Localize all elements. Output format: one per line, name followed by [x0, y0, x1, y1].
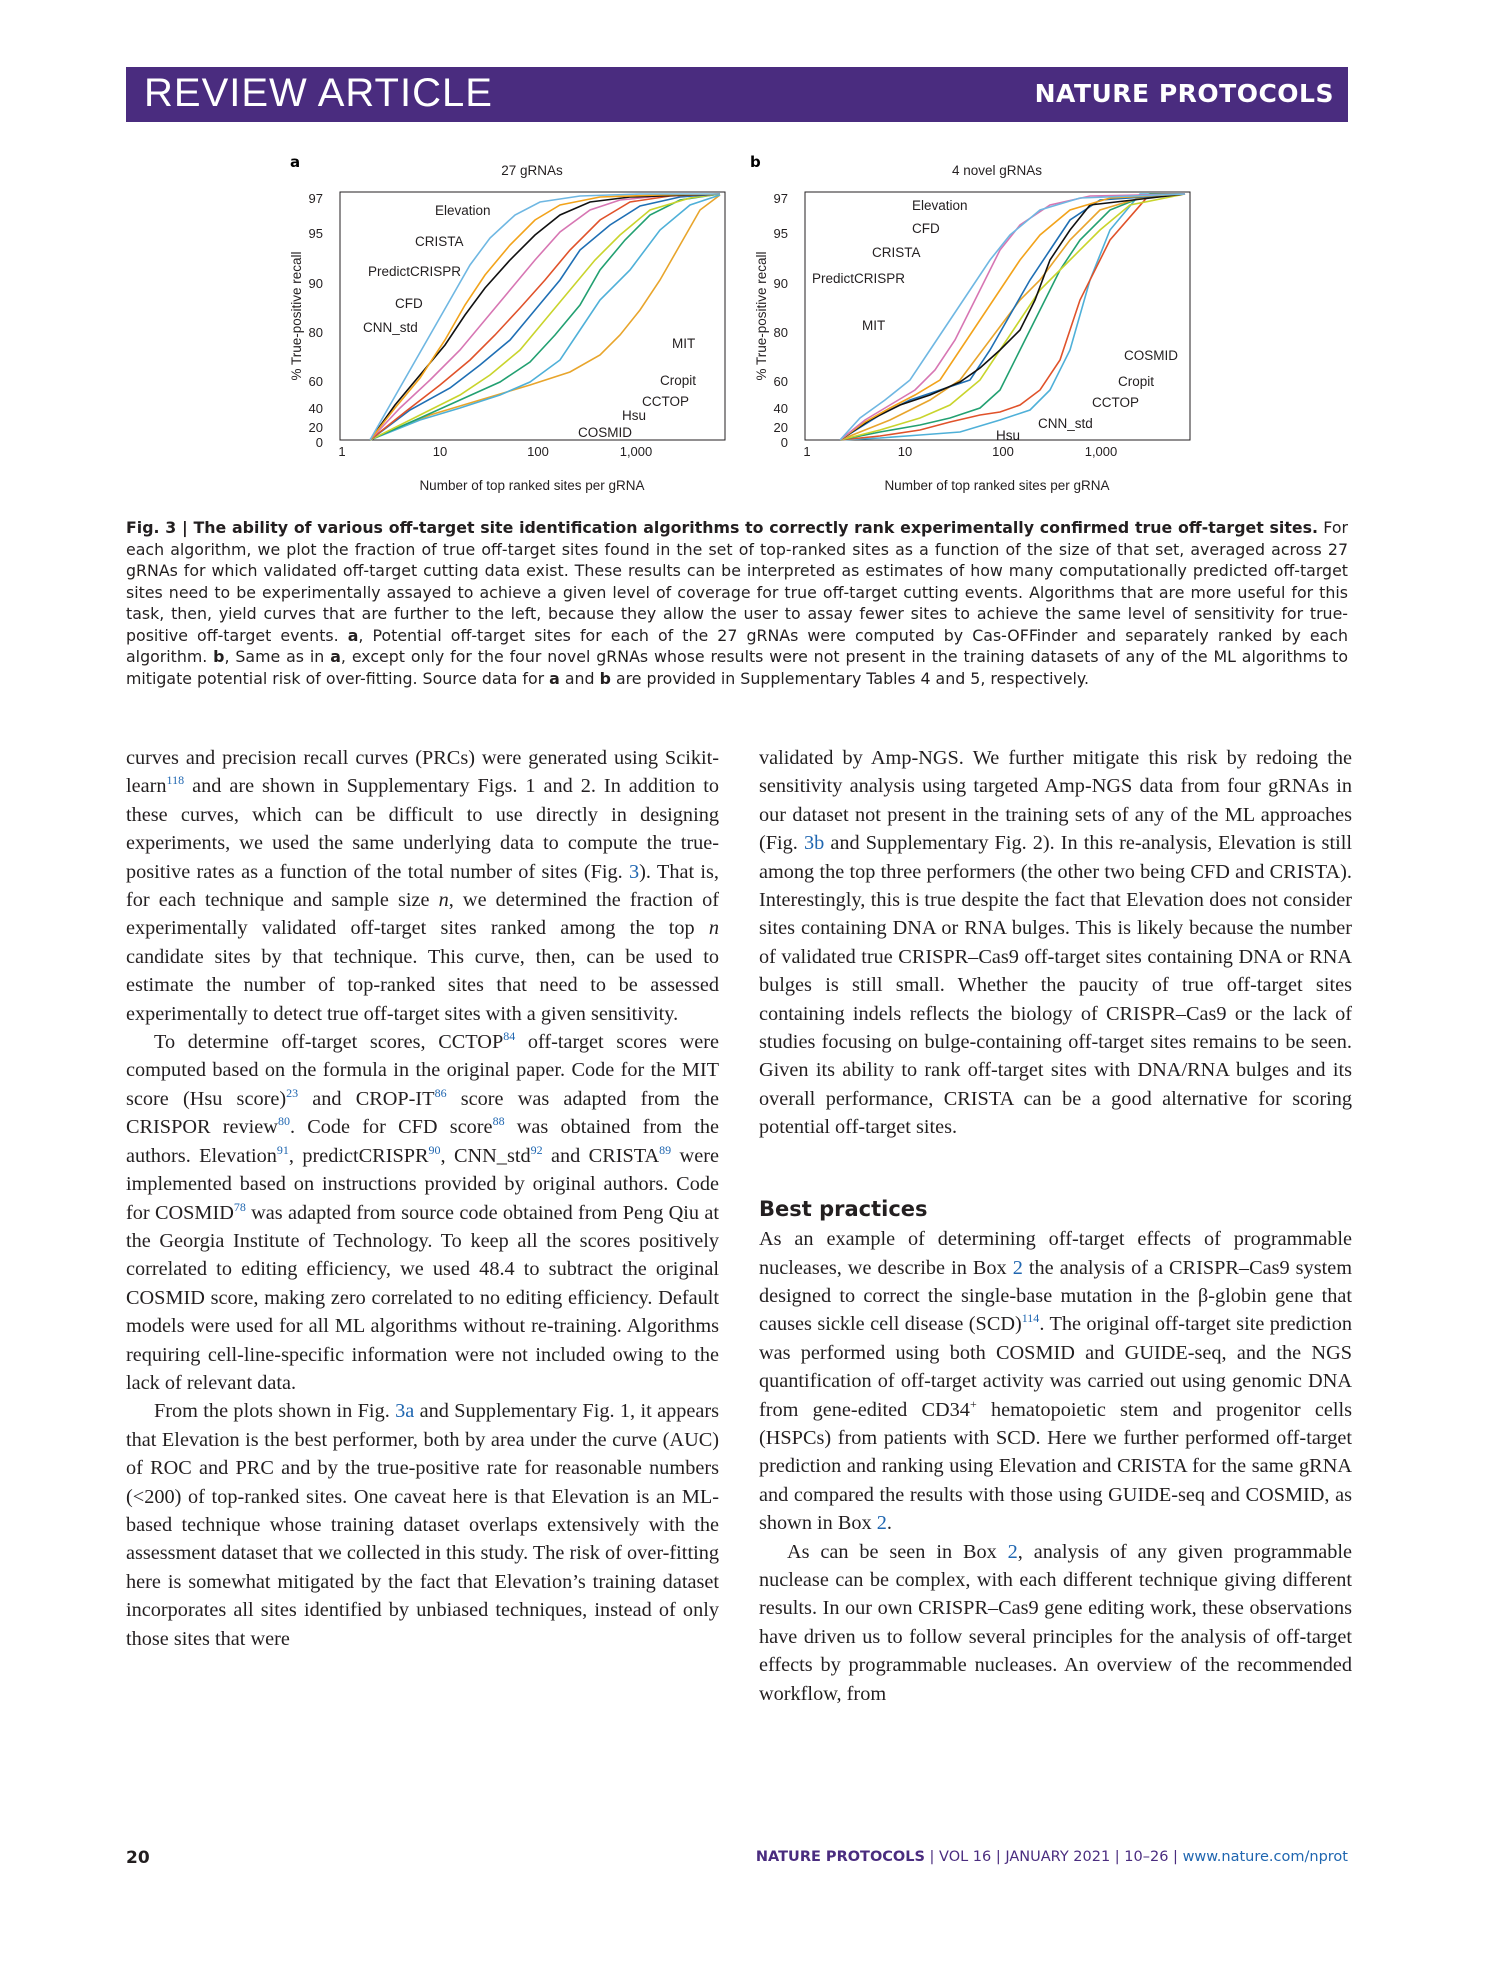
panel-a-ytick-95: 95: [308, 226, 323, 241]
box-link[interactable]: 2: [1007, 1540, 1018, 1563]
caption-text2: , Potential off-target sites for each of the 27 gRNAs were computed by Cas-OFFinder and separately ranked by each algorithm.: [126, 625, 1348, 666]
panel-a-xtick-10: 10: [432, 444, 448, 459]
panel-b-letter: b: [750, 153, 761, 171]
panel-a-ytick-20: 20: [308, 420, 323, 435]
label-elevation-a: Elevation: [435, 203, 491, 218]
footer-citation: [756, 1849, 1348, 1865]
citation-link[interactable]: 84: [503, 1029, 516, 1044]
label-hsu-a: Hsu: [622, 408, 647, 423]
figure-caption: [126, 517, 1348, 689]
caption-b2: b: [599, 668, 611, 688]
caption-a: a: [347, 625, 359, 645]
caption-text6: are provided in Supplementary Tables 4 and 5, respectively.: [610, 668, 1090, 688]
panel-b-xtick-1000: 1,000: [1084, 444, 1118, 459]
label-hsu-b: Hsu: [996, 428, 1021, 443]
caption-text5: and: [559, 668, 600, 688]
caption-a2: a: [330, 647, 341, 666]
box-link[interactable]: 2: [876, 1512, 887, 1535]
panel-b-ytick-40: 40: [773, 401, 788, 416]
panel-a-xtick-1000: 1,000: [619, 444, 653, 459]
label-crista-b: CRISTA: [872, 245, 921, 260]
footer-journal: NATURE PROTOCOLS: [755, 1849, 925, 1865]
panel-b-ytick-97: 97: [773, 191, 788, 206]
panel-a-ytick-97: 97: [308, 191, 323, 206]
panel-b-ytick-20: 20: [773, 420, 788, 435]
panel-a-ytick-40: 40: [308, 401, 323, 416]
caption-text4: , except only for the four novel gRNAs whose results were not present in the training datasets of any of the ML algorithms to mitigate potential risk of over-fitting. Source data for: [126, 647, 1349, 688]
citation-link[interactable]: 88: [492, 1114, 505, 1129]
citation-link[interactable]: 90: [428, 1142, 441, 1157]
label-cosmid-b: COSMID: [1124, 348, 1178, 363]
caption-text3: , Same as in: [224, 647, 331, 666]
panel-a-xlabel: Number of top ranked sites per gRNA: [419, 478, 645, 493]
box-link[interactable]: 2: [1012, 1256, 1023, 1279]
panel-b-xtick-100: 100: [992, 444, 1014, 459]
superscript: +: [969, 1396, 977, 1411]
label-cfd-a: CFD: [395, 296, 423, 311]
article-header: [126, 67, 1348, 122]
panel-a-xtick-1: 1: [338, 444, 346, 459]
page-number: 20: [126, 1848, 150, 1868]
left-paragraph-2: To determine off-target scores, CCTOP$^{84}$ off-target scores were computed based on the formula in the original paper. Code for the MIT score (Hsu score)$^{23}$ and CROP-IT$^{86}$ score was adapted from the CRISPOR review$^{80}$. Code for CFD score$^{88}$ was obtained from the authors. Elevation$^{91}$, predictCRISPR$^{90}$, CNN_std$^{92}$ and CRISTA$^{89}$ were implemented based on instructions provided by original authors. Code for COSMID$^{78}$ was adapted from source code obtained from Peng Qiu at the Georgia Institute of Technology. To keep all the scores positively correlated to editing efficiency, we used 48.4 to subtract the original COSMID score, making zero correlated to no editing efficiency. Default models were used for all ML algorithms without re-training. Algorithms requiring cell-line-specific information were not included owing to the lack of relevant data.: [126, 1029, 719, 1394]
left-column: [126, 744, 719, 1653]
right-paragraph-3: As can be seen in Box 2, analysis of any given programmable nuclease can be complex, with each different technique giving different results. In our own CRISPR–Cas9 gene editing work, these observations have driven us to follow several principles for the analysis of off-target effects by programmable nucleases. An overview of the recommended workflow, from: [759, 1540, 1352, 1705]
caption-a3: a: [549, 668, 560, 688]
panel-b-xtick-1: 1: [803, 444, 811, 459]
panel-b-ytick-90: 90: [773, 276, 788, 291]
citation-link[interactable]: 92: [530, 1142, 543, 1157]
right-paragraph-1: validated by Amp-NGS. We further mitigate this risk by redoing the sensitivity analysis using targeted Amp-NGS data from four gRNAs in our dataset not present in the training sets of any of the ML approaches (Fig. 3b and Supplementary Fig. 2). In this re-analysis, Elevation is still among the top three performers (the other two being CFD and CRISTA). Interestingly, this is true despite the fact that Elevation does not consider sites containing DNA or RNA bulges. This is likely because the number of validated true CRISPR–Cas9 off-target sites containing DNA or RNA bulges is still small. Whether the paucity of true off-target sites containing indels reflects the biology of CRISPR–Cas9 or the lack of studies focusing on bulge-containing off-target sites remains to be seen. Given its ability to rank off-target sites with DNA/RNA bulges and its overall performance, CRISTA can be a good alternative for scoring potential off-target sites.: [759, 747, 1352, 1139]
figure-link[interactable]: 3b: [803, 832, 825, 855]
citation-link[interactable]: 78: [233, 1199, 246, 1214]
section-label: REVIEW ARTICLE: [144, 71, 493, 115]
citation-link[interactable]: 80: [277, 1114, 290, 1129]
citation-link[interactable]: 86: [434, 1086, 447, 1101]
figure-3: [280, 150, 1200, 510]
panel-b-ylabel: % True-positive recall: [754, 251, 769, 381]
panel-b-ytick-60: 60: [773, 374, 788, 389]
label-cctop-b: CCTOP: [1092, 395, 1140, 410]
citation-link[interactable]: 23: [286, 1086, 299, 1101]
panel-a-title: 27 gRNAs: [501, 163, 563, 178]
caption-b: b: [213, 647, 225, 666]
label-cosmid-a: COSMID: [578, 425, 632, 440]
label-cropit-a: Cropit: [660, 373, 697, 388]
panel-a-ytick-90: 90: [308, 276, 323, 291]
figure-link[interactable]: 3: [629, 860, 640, 883]
right-paragraph-2: As an example of determining off-target effects of programmable nucleases, we describe in Box 2 the analysis of a CRISPR–Cas9 system designed to correct the single-base mutation in the β-globin gene that causes sickle cell disease (SCD)$^{114}$. The original off-target site prediction was performed using both COSMID and GUIDE-seq, and the NGS quantification of off-target activity was carried out using genomic DNA from gene-edited CD34+ hematopoietic stem and progenitor cells (HSPCs) from patients with SCD. Here we further performed off-target prediction and ranking using Elevation and CRISTA for the same gRNA and compared the results with those using GUIDE-seq and COSMID, as shown in Box 2.: [759, 1228, 1352, 1535]
panel-b-xtick-10: 10: [897, 444, 913, 459]
panel-a-ylabel: % True-positive recall: [289, 251, 304, 381]
panel-b-ytick-95: 95: [773, 226, 788, 241]
panel-a: [289, 153, 725, 493]
right-column: [759, 744, 1352, 1708]
citation-link[interactable]: 114: [1021, 1311, 1040, 1326]
footer-url-link[interactable]: www.nature.com/nprot: [1182, 1849, 1348, 1865]
citation-link[interactable]: 118: [166, 773, 185, 788]
label-crista-a: CRISTA: [415, 234, 464, 249]
label-cfd-b: CFD: [912, 221, 940, 236]
left-paragraph-3: From the plots shown in Fig. 3a and Supplementary Fig. 1, it appears that Elevation is the best performer, both by area under the curve (AUC) of ROC and PRC and by the true-positive rate for reasonable numbers (<200) of top-ranked sites. One caveat here is that Elevation is an ML-based technique whose training dataset overlaps extensively with the assessment dataset that we collected in this study. The risk of over-fitting here is somewhat mitigated by the fact that Elevation’s training dataset incorporates all sites identified by unbiased techniques, instead of only those sites that were: [126, 1400, 719, 1650]
citation-link[interactable]: 89: [659, 1142, 672, 1157]
footer-issue: | VOL 16 | JANUARY 2021 | 10–26 |: [924, 1849, 1183, 1865]
figure-3-svg: [280, 150, 1200, 510]
label-cnn-b: CNN_std: [1038, 416, 1093, 431]
panel-b-ytick-0: 0: [780, 435, 788, 450]
label-cctop-a: CCTOP: [642, 394, 690, 409]
left-paragraph-1: curves and precision recall curves (PRCs) were generated using Scikit-learn$^{118}$ and are shown in Supplementary Figs. 1 and 2. In addition to these curves, which can be difficult to use directly in designing experiments, we used the same underlying data to compute the true-positive rates as a function of the total number of sites (Fig. 3). That is, for each technique and sample size n, we determined the fraction of experimentally validated off-target sites ranked among the top n candidate sites by that technique. This curve, then, can be used to estimate the number of top-ranked sites that need to be assessed experimentally to detect true off-target sites with a given sensitivity.: [126, 747, 719, 1025]
label-mit-b: MIT: [862, 318, 886, 333]
figure-link[interactable]: 3a: [395, 1400, 415, 1423]
journal-name: NATURE PROTOCOLS: [1034, 79, 1334, 108]
citation-link[interactable]: 91: [276, 1142, 289, 1157]
caption-text1: For each algorithm, we plot the fraction of true off-target sites found in the set of top-ranked sites as a function of the size of that set, averaged across 27 gRNAs for which validated off-target cutting data exist. These results can be interpreted as estimates of how many computationally predicted off-target sites need to be experimentally assayed to achieve a given level of coverage for true off-target cutting events. Algorithms that are more useful for this task, then, yield curves that are further to the left, because they allow the user to assay fewer sites to achieve the same level of sensitivity for true-positive off-target events.: [126, 518, 1348, 645]
label-predictcrispr-b: PredictCRISPR: [812, 271, 906, 286]
label-mit-a: MIT: [672, 336, 696, 351]
panel-b-xlabel: Number of top ranked sites per gRNA: [884, 478, 1110, 493]
label-elevation-b: Elevation: [912, 198, 968, 213]
panel-a-ytick-0: 0: [315, 435, 323, 450]
label-cnn-a: CNN_std: [363, 320, 418, 335]
panel-b: [750, 153, 1190, 493]
section-heading: Best practices: [759, 1196, 928, 1221]
label-cropit-b: Cropit: [1118, 374, 1155, 389]
panel-a-xtick-100: 100: [527, 444, 549, 459]
panel-a-ytick-60: 60: [308, 374, 323, 389]
panel-a-ytick-80: 80: [308, 325, 323, 340]
panel-b-title: 4 novel gRNAs: [951, 163, 1043, 178]
label-predictcrispr-a: PredictCRISPR: [368, 264, 462, 279]
panel-b-ytick-80: 80: [773, 325, 788, 340]
caption-title: Fig. 3 | The ability of various off-target site identification algorithms to correctly rank experimentally confirmed true off-target sites.: [126, 518, 1319, 537]
panel-a-letter: a: [290, 153, 301, 171]
